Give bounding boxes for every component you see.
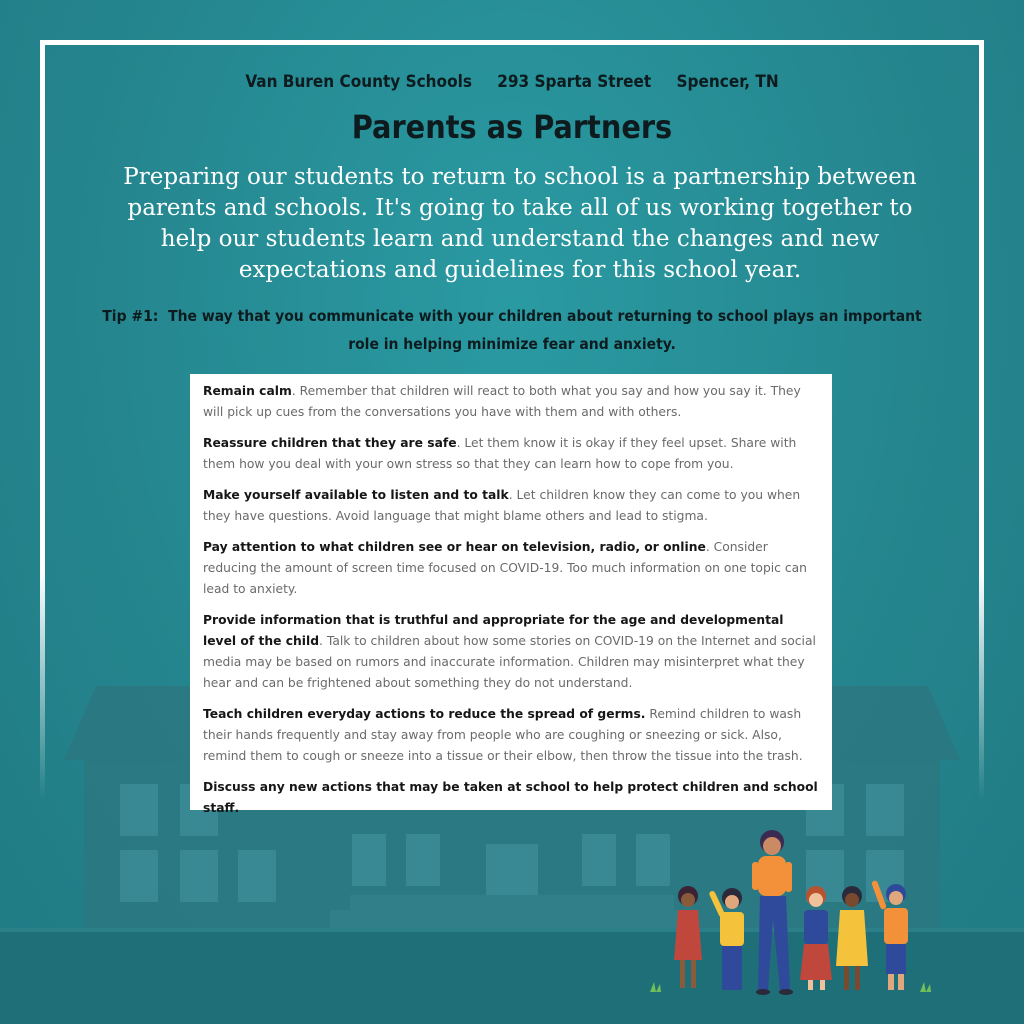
tip-item bbox=[203, 381, 820, 423]
tip-heading: Teach children everyday actions to reduce the spread of germs. bbox=[203, 707, 646, 721]
tip-heading: Provide information that is truthful and appropriate for the age and developmental level of the child bbox=[203, 613, 784, 648]
tip-item bbox=[203, 433, 820, 475]
tips-card bbox=[190, 374, 832, 815]
tip-description: . Consider reducing the amount of screen time focused on COVID-19. Too much information on one topic can lead to anxiety. bbox=[203, 540, 807, 596]
tip-text bbox=[100, 302, 924, 358]
tip-description: . Let children know they can come to you when they have questions. Avoid language that might blame others and lead to stigma. bbox=[203, 488, 801, 523]
tip-description: . Let them know it is okay if they feel upset. Share with them how you deal with your own stress so that they can learn how to cope from you. bbox=[203, 436, 797, 471]
tip-heading: Pay attention to what children see or hear on television, radio, or online bbox=[203, 540, 706, 554]
tip-item bbox=[203, 777, 820, 819]
city-state: Spencer, TN bbox=[676, 72, 779, 92]
tip-heading: Make yourself available to listen and to talk bbox=[203, 488, 509, 502]
tip-item bbox=[203, 704, 820, 767]
tip-label: Tip #1: bbox=[102, 307, 159, 325]
tip-body: The way that you communicate with your children about returning to school plays an important role in helping minimize fear and anxiety. bbox=[168, 307, 922, 353]
tip-heading: Discuss any new actions that may be taken at school to help protect children and school staff. bbox=[203, 780, 818, 815]
tip-description: . Remember that children will react to both what you say and how you say it. They will pick up cues from the conversations you have with them and with others. bbox=[203, 384, 801, 419]
tip-heading: Reassure children that they are safe bbox=[203, 436, 457, 450]
intro-paragraph: Preparing our students to return to school is a partnership between parents and schools. It's going to take all of us working together to help our students learn and understand the changes and new expectations and guidelines for this school year. bbox=[123, 164, 917, 283]
tip-item bbox=[203, 610, 820, 694]
tip-item bbox=[203, 537, 820, 600]
district-name: Van Buren County Schools bbox=[245, 72, 472, 92]
tip-description: Remind children to wash their hands frequently and stay away from people who are coughing or sneezing or sick. Also, remind them to cough or sneeze into a tissue or their elbow, then throw the tissue into the trash. bbox=[203, 707, 803, 763]
tip-description: . Talk to children about how some stories on COVID-19 on the Internet and social media may be based on rumors and inaccurate information. Children may misinterpret what they hear and can be frightened about something they do not understand. bbox=[203, 634, 816, 690]
teacher-and-children-illustration bbox=[640, 820, 940, 1010]
tip-item bbox=[203, 485, 820, 527]
school-address-header bbox=[0, 72, 1024, 92]
tip-heading: Remain calm bbox=[203, 384, 292, 398]
street-address: 293 Sparta Street bbox=[497, 72, 652, 92]
page-title: Parents as Partners bbox=[351, 108, 673, 146]
